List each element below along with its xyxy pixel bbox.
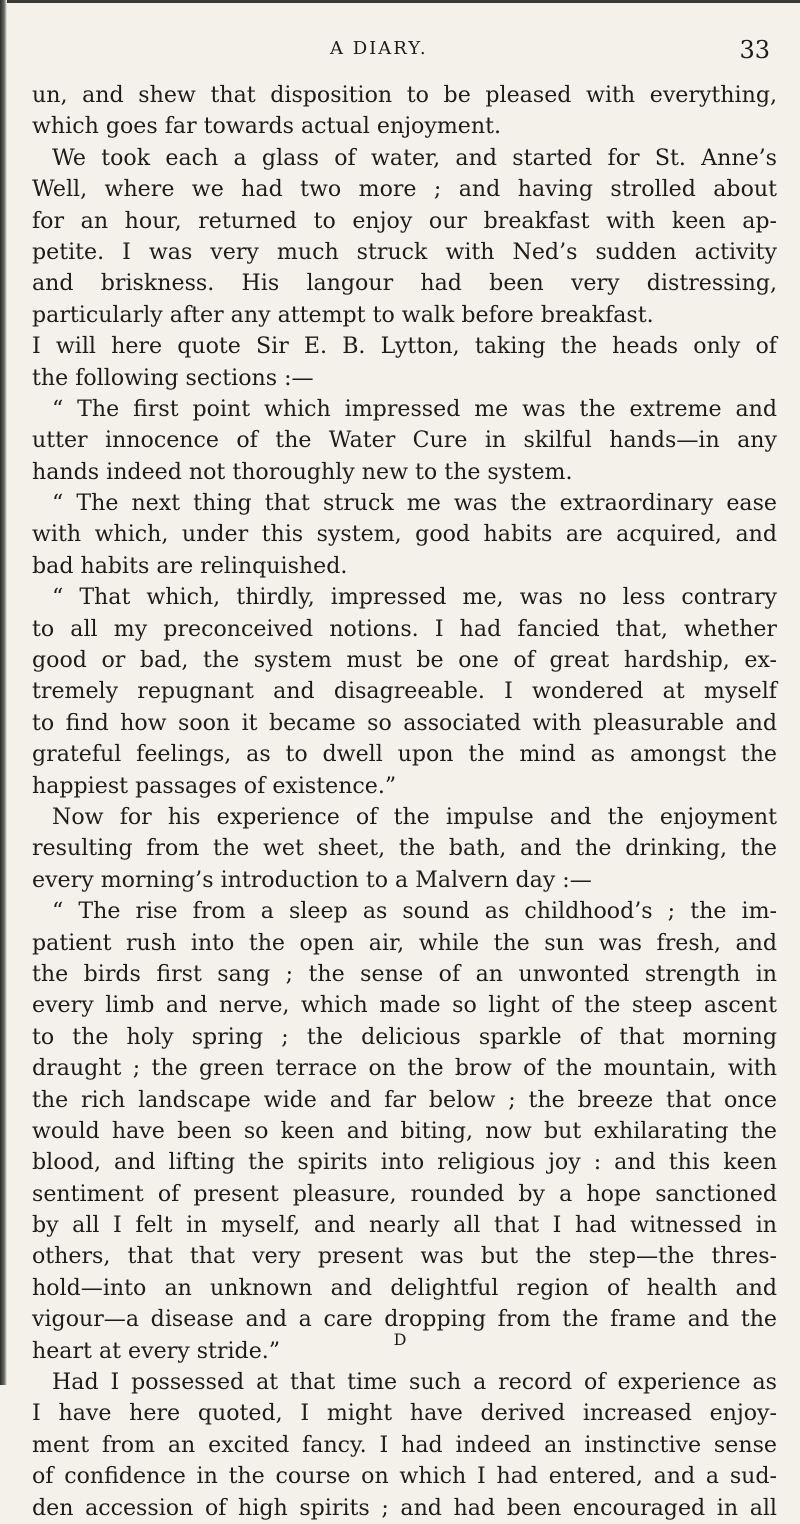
text-line: and briskness. His langour had been very distressing, [32, 270, 777, 297]
text-line: draught ; the green terrace on the brow of the mountain, with [32, 1055, 777, 1082]
text-line: to the holy spring ; the delicious sparkle of that morning [32, 1023, 777, 1050]
text-line: hands indeed not thoroughly new to the system. [32, 458, 573, 485]
text-line: to all my preconceived notions. I had fancied that, whether [32, 615, 777, 642]
text-line: tremely repugnant and disagreeable. I wondered at myself [32, 678, 777, 705]
text-line: good or bad, the system must be one of great hardship, ex- [32, 647, 777, 674]
text-line: vigour—a disease and a care dropping from the frame and the [32, 1306, 777, 1333]
text-line: every limb and nerve, which made so light of the steep ascent [32, 992, 777, 1019]
body-text [32, 80, 777, 1524]
text-line: to find how soon it became so associated with pleasurable and [32, 709, 777, 736]
running-title: A DIARY. [330, 38, 428, 59]
text-line: with which, under this system, good habits are acquired, and [32, 521, 777, 548]
text-line: We took each a glass of water, and started for St. Anne’s [52, 144, 777, 171]
text-line: petite. I was very much struck with Ned’s sudden activity [32, 238, 777, 265]
text-line: by all I felt in myself, and nearly all that I had witnessed in [32, 1212, 777, 1239]
text-line: the following sections :— [32, 364, 314, 391]
text-line: Well, where we had two more ; and having strolled about [32, 176, 777, 203]
text-line: grateful feelings, as to dwell upon the mind as amongst the [32, 741, 777, 768]
text-line: every morning’s introduction to a Malvern day :— [32, 866, 592, 893]
text-line: Had I possessed at that time such a record of experience as [52, 1369, 777, 1396]
text-line: of confidence in the course on which I had entered, and a sud- [32, 1463, 777, 1490]
text-line: sentiment of present pleasure, rounded by a hope sanctioned [32, 1180, 777, 1207]
text-line: Now for his experience of the impulse and the enjoyment [52, 803, 777, 830]
text-line: happiest passages of existence.” [32, 772, 397, 799]
text-line: resulting from the wet sheet, the bath, and the drinking, the [32, 835, 777, 862]
page-binding-edge [0, 0, 7, 1385]
text-line: would have been so keen and biting, now but exhilarating the [32, 1117, 777, 1144]
text-line: for an hour, returned to enjoy our breakfast with keen ap- [32, 207, 777, 234]
text-line: hold—into an unknown and delightful region of health and [32, 1274, 777, 1301]
text-line: patient rush into the open air, while the sun was fresh, and [32, 929, 777, 956]
text-line: the rich landscape wide and far below ; the breeze that once [32, 1086, 777, 1113]
text-line: ment from an excited fancy. I had indeed an instinctive sense [32, 1431, 777, 1458]
text-line: bad habits are relinquished. [32, 552, 348, 579]
text-line: which goes far towards actual enjoyment. [32, 113, 501, 140]
text-line: others, that that very present was but the step—the thres- [32, 1243, 777, 1270]
text-line: “ The rise from a sleep as sound as childhood’s ; the im- [52, 898, 777, 925]
text-line: “ The next thing that struck me was the extraordinary ease [52, 490, 777, 517]
text-line: utter innocence of the Water Cure in skilful hands—in any [32, 427, 777, 454]
text-line: I will here quote Sir E. B. Lytton, taking the heads only of [32, 333, 777, 360]
page-top-rule [0, 0, 800, 3]
signature-mark: D [393, 1330, 407, 1349]
page-number: 33 [739, 36, 770, 64]
text-line: the birds first sang ; the sense of an unwonted strength in [32, 960, 777, 987]
text-line: den accession of high spirits ; and had been encouraged in all [32, 1494, 777, 1521]
text-line: heart at every stride.” [32, 1337, 281, 1364]
text-line: particularly after any attempt to walk before breakfast. [32, 301, 654, 328]
text-line: “ The first point which impressed me was the extreme and [52, 395, 777, 422]
text-line: I have here quoted, I might have derived increased enjoy- [32, 1400, 777, 1427]
text-line: blood, and lifting the spirits into religious joy : and this keen [32, 1149, 777, 1176]
page-header [0, 38, 800, 68]
text-line: “ That which, thirdly, impressed me, was no less contrary [52, 584, 777, 611]
text-line: un, and shew that disposition to be pleased with everything, [32, 82, 777, 108]
